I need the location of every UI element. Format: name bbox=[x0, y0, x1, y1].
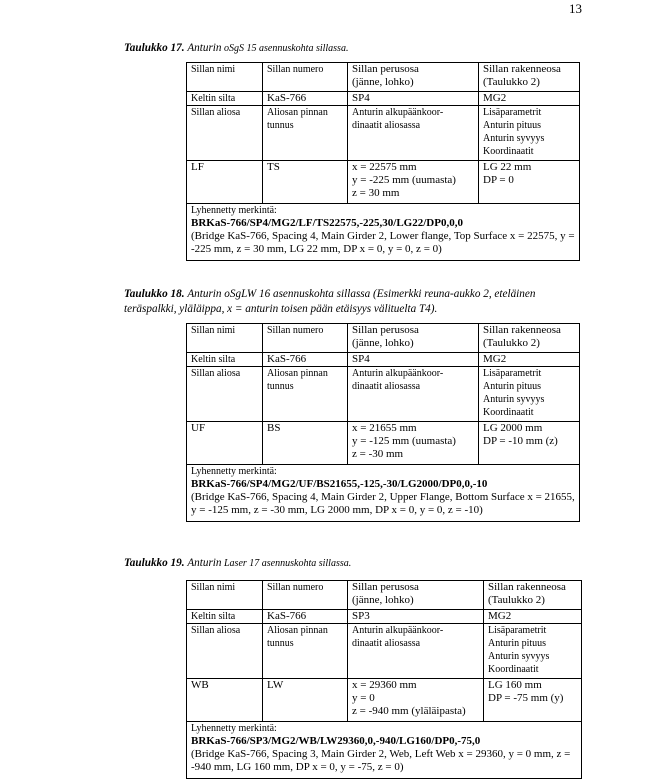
table-header-row bbox=[187, 324, 580, 353]
table-row bbox=[187, 610, 582, 624]
sensor-table-17 bbox=[186, 62, 580, 261]
summary-text: (Bridge KaS-766, Spacing 4, Main Girder 2, Upper Flange, Bottom Surface x = 21655, y = -125 mm, z = -30 mm, LG 2000 mm, DP x = 0, y = 0, z = -10) bbox=[191, 491, 575, 516]
table-cell: KaS-766 bbox=[263, 92, 348, 106]
table-cell: Anturin alkupäänkoor- dinaatit aliosassa bbox=[348, 367, 479, 422]
header-cell: Sillan rakenneosa (Taulukko 2) bbox=[479, 324, 580, 353]
table-row bbox=[187, 367, 580, 422]
table-cell: KaS-766 bbox=[263, 353, 348, 367]
table-cell: LG 2000 mm DP = -10 mm (z) bbox=[479, 422, 580, 465]
table-cell: Sillan aliosa bbox=[187, 367, 263, 422]
page-number: 13 bbox=[569, 1, 582, 16]
header-cell: Sillan numero bbox=[263, 581, 348, 610]
table-cell: Lisäparametrit Anturin pituus Anturin syvyys Koordinaatit bbox=[484, 624, 582, 679]
table-header-row bbox=[187, 63, 580, 92]
table-cell: Aliosan pinnan tunnus bbox=[263, 106, 348, 161]
table-row bbox=[187, 679, 582, 722]
header-cell: Sillan rakenneosa (Taulukko 2) bbox=[484, 581, 582, 610]
table-cell: TS bbox=[263, 161, 348, 204]
summary-label: Lyhennetty merkintä: bbox=[191, 723, 277, 734]
caption-sensor: Anturin bbox=[187, 288, 222, 300]
summary-text: (Bridge KaS-766, Spacing 3, Main Girder 2, Web, Left Web x = 29360, y = 0 mm, z = -940 mm, LG 160 mm, DP x = 0, y = -75, z = 0) bbox=[191, 748, 571, 773]
summary-label: Lyhennetty merkintä: bbox=[191, 466, 277, 477]
table-cell: Keltin silta bbox=[187, 353, 263, 367]
header-cell: Sillan nimi bbox=[187, 581, 263, 610]
summary-row bbox=[187, 722, 582, 779]
table-row bbox=[187, 106, 580, 161]
table-caption bbox=[124, 41, 348, 56]
table-cell: LG 160 mm DP = -75 mm (y) bbox=[484, 679, 582, 722]
table-cell: UF bbox=[187, 422, 263, 465]
caption-sensor: Anturin bbox=[187, 557, 222, 569]
table-cell: LF bbox=[187, 161, 263, 204]
table-cell: KaS-766 bbox=[263, 610, 348, 624]
table-cell: BS bbox=[263, 422, 348, 465]
caption-sensor: Anturin bbox=[187, 42, 222, 54]
table-cell: Keltin silta bbox=[187, 610, 263, 624]
summary-cell bbox=[187, 722, 582, 779]
table-cell: LG 22 mm DP = 0 bbox=[479, 161, 580, 204]
caption-text: Laser 17 asennuskohta sillassa. bbox=[221, 558, 352, 569]
summary-row bbox=[187, 465, 580, 522]
header-cell: Sillan perusosa (jänne, lohko) bbox=[348, 324, 479, 353]
table-cell: Keltin silta bbox=[187, 92, 263, 106]
table-cell: Lisäparametrit Anturin pituus Anturin syvyys Koordinaatit bbox=[479, 367, 580, 422]
table-row bbox=[187, 353, 580, 367]
table-cell: SP4 bbox=[348, 353, 479, 367]
header-cell: Sillan perusosa (jänne, lohko) bbox=[348, 63, 479, 92]
caption-text: oSgLW 16 asennuskohta sillassa (Esimerkki reuna-aukko 2, eteläinen bbox=[221, 288, 536, 300]
summary-text: (Bridge KaS-766, Spacing 4, Main Girder 2, Lower flange, Top Surface x = 22575, y = -225 mm, z = 30 mm, LG 22 mm, DP x = 0, y = 0, z = 0) bbox=[191, 230, 575, 255]
summary-cell bbox=[187, 465, 580, 522]
table-header-row bbox=[187, 581, 582, 610]
table-row bbox=[187, 422, 580, 465]
table-cell: MG2 bbox=[479, 92, 580, 106]
summary-code: BRKaS-766/SP3/MG2/WB/LW29360,0,-940/LG160/DP0,-75,0 bbox=[191, 735, 481, 747]
table-cell: LW bbox=[263, 679, 348, 722]
table-row bbox=[187, 92, 580, 106]
table-cell: Anturin alkupäänkoor- dinaatit aliosassa bbox=[348, 624, 484, 679]
header-cell: Sillan numero bbox=[263, 324, 348, 353]
caption-text: oSgS 15 asennuskohta sillassa. bbox=[221, 43, 349, 54]
table-caption bbox=[124, 556, 351, 571]
table-row bbox=[187, 161, 580, 204]
summary-row bbox=[187, 204, 580, 261]
table-row bbox=[187, 624, 582, 679]
header-cell: Sillan numero bbox=[263, 63, 348, 92]
table-cell: Anturin alkupäänkoor- dinaatit aliosassa bbox=[348, 106, 479, 161]
summary-label: Lyhennetty merkintä: bbox=[191, 205, 277, 216]
header-cell: Sillan rakenneosa (Taulukko 2) bbox=[479, 63, 580, 92]
caption-label: Taulukko 17. bbox=[124, 42, 185, 54]
table-cell: Aliosan pinnan tunnus bbox=[263, 624, 348, 679]
table-cell: x = 21655 mm y = -125 mm (uumasta) z = -30 mm bbox=[348, 422, 479, 465]
header-cell: Sillan nimi bbox=[187, 324, 263, 353]
table-caption bbox=[124, 287, 594, 317]
caption-label: Taulukko 18. bbox=[124, 288, 185, 300]
header-cell: Sillan perusosa (jänne, lohko) bbox=[348, 581, 484, 610]
table-cell: Lisäparametrit Anturin pituus Anturin syvyys Koordinaatit bbox=[479, 106, 580, 161]
sensor-table-19 bbox=[186, 580, 582, 779]
table-cell: SP3 bbox=[348, 610, 484, 624]
header-cell: Sillan nimi bbox=[187, 63, 263, 92]
caption-label: Taulukko 19. bbox=[124, 557, 185, 569]
table-cell: WB bbox=[187, 679, 263, 722]
summary-cell bbox=[187, 204, 580, 261]
table-cell: Sillan aliosa bbox=[187, 106, 263, 161]
table-cell: SP4 bbox=[348, 92, 479, 106]
sensor-table-18 bbox=[186, 323, 580, 522]
table-cell: x = 22575 mm y = -225 mm (uumasta) z = 30 mm bbox=[348, 161, 479, 204]
table-cell: Sillan aliosa bbox=[187, 624, 263, 679]
table-cell: x = 29360 mm y = 0 z = -940 mm (yläläipasta) bbox=[348, 679, 484, 722]
table-cell: MG2 bbox=[484, 610, 582, 624]
table-cell: MG2 bbox=[479, 353, 580, 367]
summary-code: BRKaS-766/SP4/MG2/LF/TS22575,-225,30/LG22/DP0,0,0 bbox=[191, 217, 463, 229]
summary-code: BRKaS-766/SP4/MG2/UF/BS21655,-125,-30/LG2000/DP0,0,-10 bbox=[191, 478, 488, 490]
table-cell: Aliosan pinnan tunnus bbox=[263, 367, 348, 422]
caption-text-line2: teräspalkki, yläläippa, x = anturin toisen pään etäisyys välituelta T4). bbox=[124, 303, 438, 315]
